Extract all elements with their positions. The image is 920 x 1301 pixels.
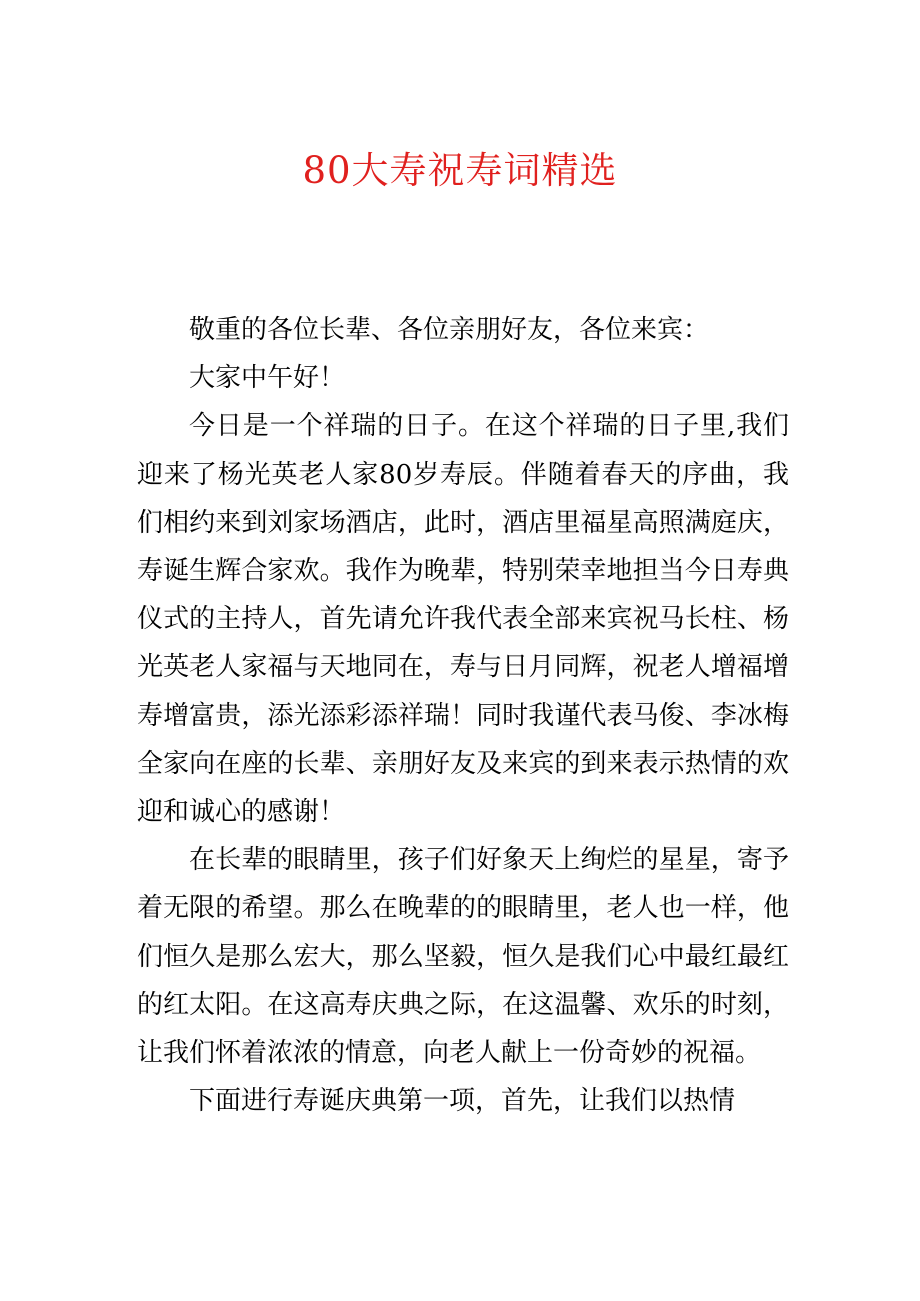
paragraph-ceremony: 下面进行寿诞庆典第一项，首先，让我们以热情 xyxy=(189,1086,736,1117)
paragraph-good-afternoon: 大家中午好！ xyxy=(189,363,346,394)
paragraph-blessing: 在长辈的眼睛里，孩子们好象天上绚烂的星星，寄予着无限的希望。那么在晚辈的的眼睛里，老人也一样，他们恒久是那么宏大，那么坚毅，恒久是我们心中最红最红的红太阳。在这高寿庆典之际，在这温馨、欢乐的时刻，让我们怀着浓浓的情意，向老人献上一份奇妙的祝福。 xyxy=(137,845,789,1069)
document-body xyxy=(137,306,789,1125)
document-title: 80大寿祝寿词精选 xyxy=(302,149,618,192)
paragraph-greeting: 敬重的各位长辈、各位亲朋好友，各位来宾： xyxy=(189,315,710,345)
paragraph-introduction: 今日是一个祥瑞的日子。在这个祥瑞的日子里,我们迎来了杨光英老人家80岁寿辰。伴随着春天的序曲，我们相约来到刘家场酒店，此时，酒店里福星高照满庭庆，寿诞生辉合家欢。我作为晚辈，特别荣幸地担当今日寿典仪式的主持人，首先请允许我代表全部来宾祝马长柱、杨光英老人家福与天地同在，寿与日月同辉，祝老人增福增寿增富贵，添光添彩添祥瑞！同时我谨代表马俊、李冰梅全家向在座的长辈、亲朋好友及来宾的到来表示热情的欢迎和诚心的感谢！ xyxy=(137,411,789,828)
